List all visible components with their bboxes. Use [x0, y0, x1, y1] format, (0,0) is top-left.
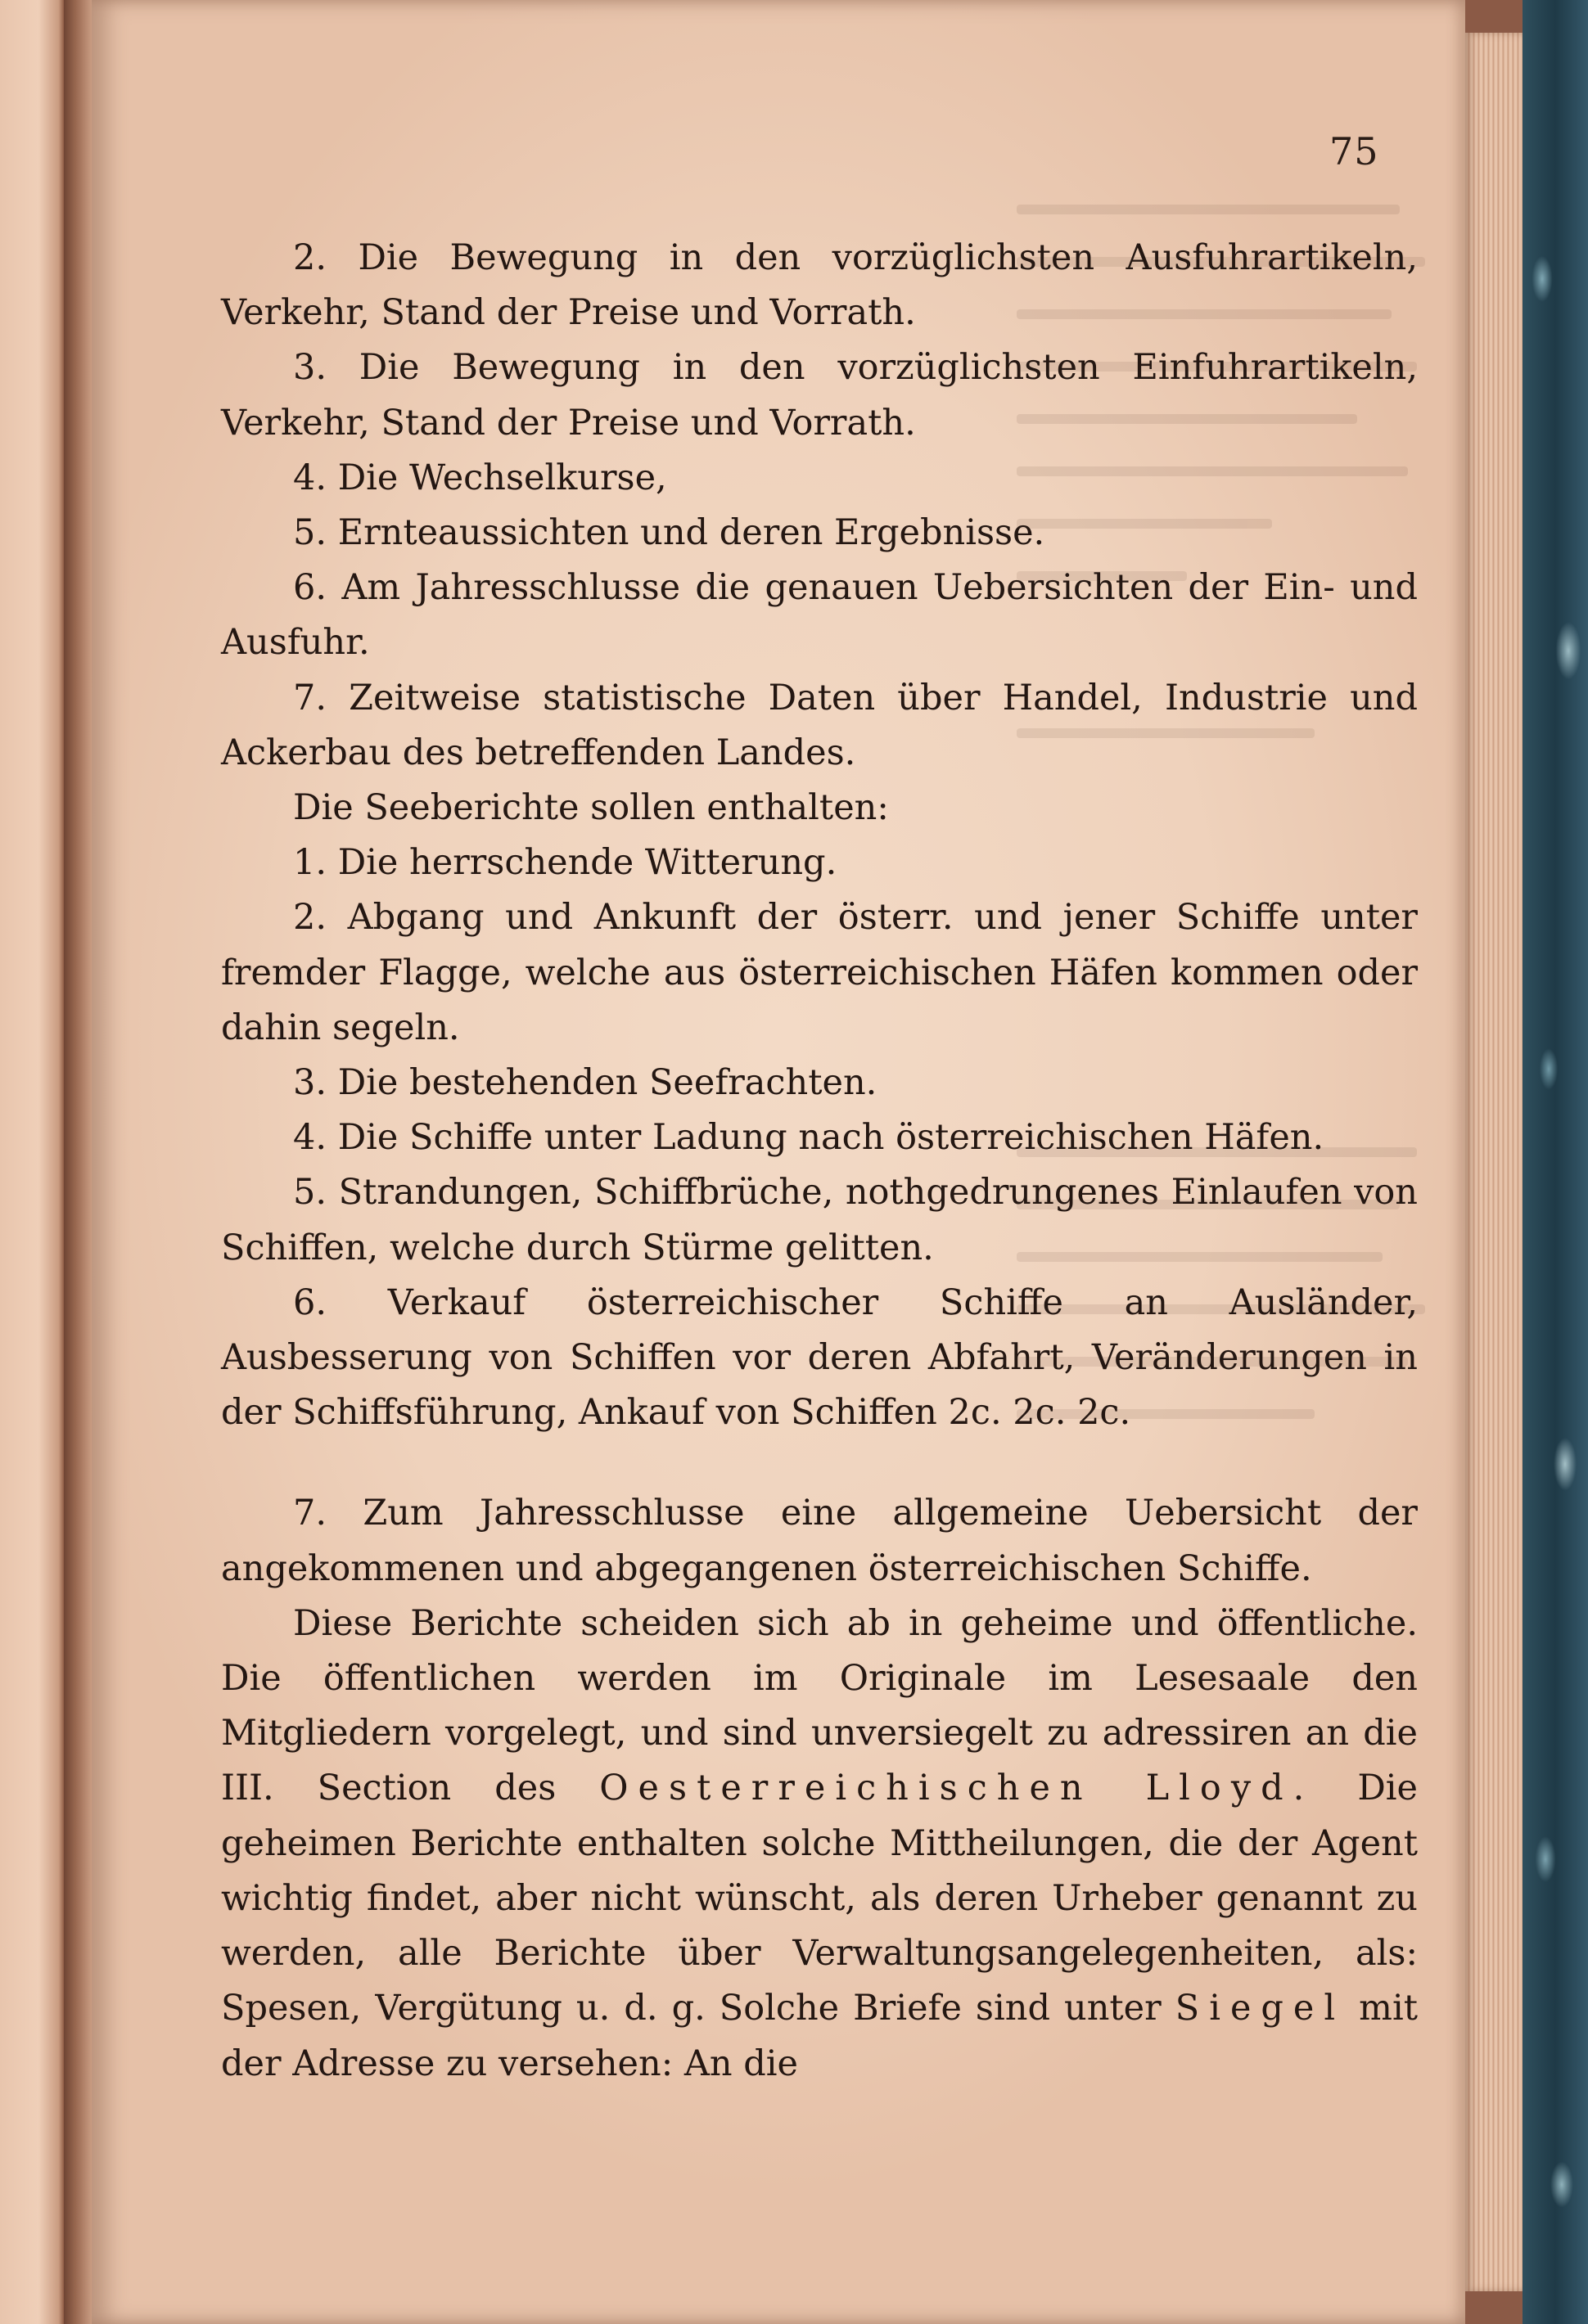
book-page: [92, 0, 1465, 2324]
lloyd-name: Oesterreichischen Lloyd.: [599, 1768, 1315, 1809]
list-item: 7. Zeitweise statistische Daten über Handel, Industrie und Ackerbau des betreffenden Landes.: [221, 677, 1418, 773]
list-item: 3. Die Bewegung in den vorzüglichsten Einfuhrartikeln, Verkehr, Stand der Preise und Vorrath.: [221, 347, 1418, 444]
sea-reports-intro: Die Seeberichte sollen enthalten:: [293, 787, 889, 829]
list-item: 2. Abgang und Ankunft der österr. und jener Schiffe unter fremder Flagge, welche aus österreichischen Häfen kommen oder dahin segeln.: [221, 897, 1418, 1048]
list-item: 5. Strandungen, Schiffbrüche, nothgedrungenes Einlaufen von Schiffen, welche durch Stürme gelitten.: [221, 1172, 1418, 1268]
closing-text-1: Diese Berichte scheiden sich ab in geheime und öffentliche. Die öffentlichen werden im Originale im Lesesaale den Mitgliedern vorgelegt, und sind unversiegelt zu adressiren an die III. Section des: [221, 1602, 1418, 1809]
list-item: 7. Zum Jahresschlusse eine allgemeine Uebersicht der angekommenen und abgegangenen österreichischen Schiffe.: [221, 1493, 1418, 1589]
page-stack-edge: [1465, 33, 1523, 2291]
book-gutter: [64, 0, 92, 2324]
list-item: 5. Ernteaussichten und deren Ergebnisse.: [293, 512, 1045, 554]
list-item: 6. Verkauf österreichischer Schiffe an Ausländer, Ausbesserung von Schiffen vor deren Abfahrt, Veränderungen in der Schiffsführung, Ankauf von Schiffen 2c. 2c. 2c.: [221, 1281, 1418, 1434]
marbled-cover: [1523, 0, 1588, 2324]
closing-text-3: mit der Adresse zu versehen: An die: [221, 1988, 1418, 2084]
page-body: [221, 231, 1418, 2092]
list-item: 4. Die Schiffe unter Ladung nach österreichischen Häfen.: [293, 1117, 1324, 1159]
list-item: 3. Die bestehenden Seefrachten.: [293, 1062, 877, 1104]
list-item: 2. Die Bewegung in den vorzüglichsten Ausfuhrartikeln, Verkehr, Stand der Preise und Vorrath.: [221, 237, 1418, 334]
closing-text-2: Die geheimen Berichte enthalten solche Mittheilungen, die der Agent wichtig findet, aber nicht wünscht, als deren Urheber genannt zu werden, alle Berichte über Verwaltungsangelegenheiten, als: Spesen, Vergütung u. d. g. Solche Briefe sind unter: [221, 1768, 1419, 2029]
closing-paragraph: [221, 1597, 1418, 2092]
list-item: 4. Die Wechselkurse,: [293, 457, 667, 498]
page-number: 75: [1329, 129, 1379, 173]
list-item: 1. Die herrschende Witterung.: [293, 842, 837, 884]
siegel-word: Siegel: [1175, 1988, 1346, 2029]
left-page-edge: [0, 0, 64, 2324]
list-item: 6. Am Jahresschlusse die genauen Uebersichten der Ein- und Ausfuhr.: [221, 567, 1418, 664]
